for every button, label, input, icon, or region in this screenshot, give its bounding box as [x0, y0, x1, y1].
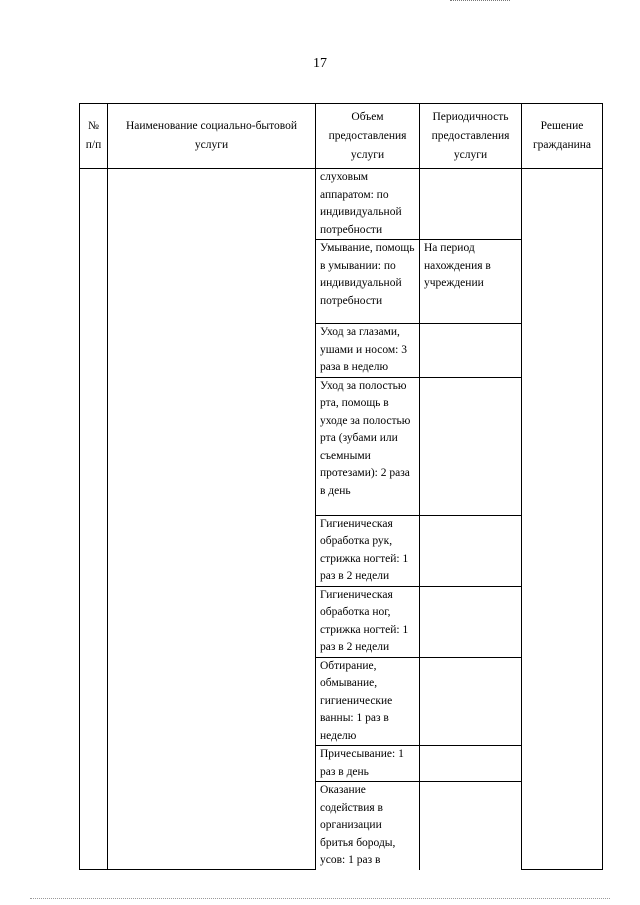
table-body: [80, 169, 603, 870]
page-number: 17: [313, 56, 327, 71]
cell-volume: Гигиеническая обработка рук, стрижка ногтей: 1 раз в 2 недели: [316, 515, 420, 586]
cell-volume: Причесывание: 1 раз в день: [316, 746, 420, 782]
cell-periodicity: [420, 586, 522, 657]
header-volume: Объем предоставления услуги: [316, 104, 420, 169]
cell-volume: Обтирание, обмывание, гигиенические ванны: 1 раз в неделю: [316, 657, 420, 746]
cell-volume: слуховым аппаратом: по индивидуальной потребности: [316, 169, 420, 240]
scan-artifact-bottom: [30, 895, 610, 899]
cell-periodicity: [420, 377, 522, 515]
cell-periodicity: [420, 169, 522, 240]
header-decision: Решение гражданина: [522, 104, 603, 169]
cell-volume: Уход за глазами, ушами и носом: 3 раза в неделю: [316, 324, 420, 378]
header-service-name: Наименование социально-бытовой услуги: [108, 104, 316, 169]
table-header: [80, 104, 603, 169]
services-table: [79, 103, 603, 870]
cell-periodicity: [420, 782, 522, 870]
cell-periodicity: [420, 515, 522, 586]
scan-artifact-top: [450, 0, 510, 3]
cell-decision: [522, 169, 603, 870]
cell-periodicity: [420, 746, 522, 782]
cell-service-name: [108, 169, 316, 870]
cell-volume: Уход за полостью рта, помощь в уходе за полостью рта (зубами или съемными протезами): 2 раза в день: [316, 377, 420, 515]
cell-periodicity: [420, 324, 522, 378]
cell-periodicity: [420, 657, 522, 746]
table-row: [80, 169, 603, 240]
header-number: № п/п: [80, 104, 108, 169]
header-periodicity: Периодичность предоставления услуги: [420, 104, 522, 169]
cell-volume: Гигиеническая обработка ног, стрижка ногтей: 1 раз в 2 недели: [316, 586, 420, 657]
cell-number: [80, 169, 108, 870]
cell-volume: Умывание, помощь в умывании: по индивидуальной потребности: [316, 240, 420, 324]
cell-volume: Оказание содействия в организации бритья бороды, усов: 1 раз в: [316, 782, 420, 870]
cell-periodicity: На период нахождения в учреждении: [420, 240, 522, 324]
